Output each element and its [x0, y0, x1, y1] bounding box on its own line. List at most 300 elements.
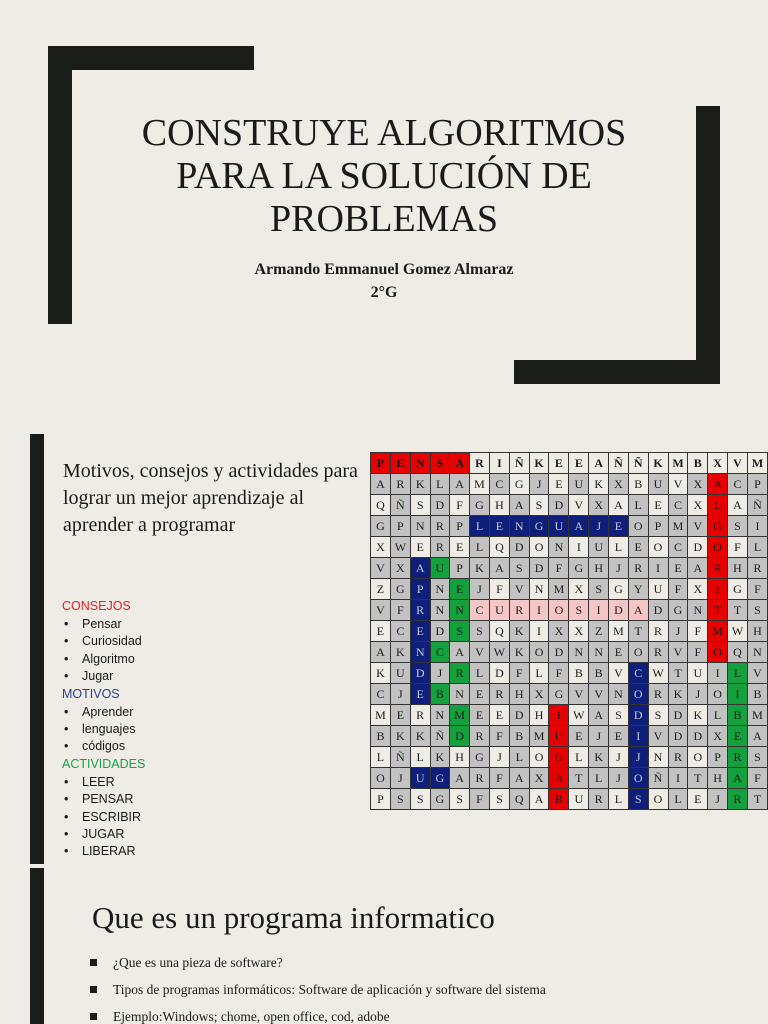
- grid-row: [371, 789, 768, 810]
- grid-cell: K: [509, 642, 529, 663]
- grid-cell: U: [549, 516, 569, 537]
- grid-cell: O: [648, 789, 668, 810]
- grid-cell: J: [430, 663, 450, 684]
- grid-cell: W: [648, 663, 668, 684]
- grid-cell: P: [450, 558, 470, 579]
- grid-cell: L: [708, 705, 728, 726]
- grid-cell: V: [608, 663, 628, 684]
- square-bullet-icon: [90, 959, 97, 966]
- grid-cell: S: [450, 621, 470, 642]
- grid-cell: N: [608, 684, 628, 705]
- grid-cell: M: [668, 453, 688, 474]
- grid-cell: E: [648, 495, 668, 516]
- grid-cell: A: [569, 516, 589, 537]
- grid-cell: N: [450, 684, 470, 705]
- grid-cell: Ñ: [430, 726, 450, 747]
- grid-cell: T: [688, 768, 708, 789]
- grid-cell: D: [668, 705, 688, 726]
- grid-cell: B: [569, 663, 589, 684]
- grid-row: [371, 621, 768, 642]
- grid-cell: L: [430, 474, 450, 495]
- grid-cell: D: [509, 537, 529, 558]
- grid-cell: F: [549, 558, 569, 579]
- grid-row: [371, 684, 768, 705]
- grid-cell: L: [509, 747, 529, 768]
- grid-cell: K: [371, 663, 391, 684]
- grid-cell: S: [529, 495, 549, 516]
- grid-cell: A: [728, 495, 748, 516]
- bullet-text: ¿Que es una pieza de software?: [113, 955, 283, 970]
- grid-cell: D: [529, 558, 549, 579]
- grid-cell: L: [470, 516, 490, 537]
- grid-cell: R: [470, 768, 490, 789]
- frame-top-left-horizontal: [48, 46, 254, 70]
- grid-cell: X: [371, 537, 391, 558]
- grid-cell: A: [747, 726, 767, 747]
- grid-cell: J: [608, 747, 628, 768]
- grid-cell: E: [628, 537, 648, 558]
- grid-row: [371, 768, 768, 789]
- grid-cell: D: [549, 642, 569, 663]
- grid-cell: B: [688, 453, 708, 474]
- grid-cell: S: [489, 789, 509, 810]
- grid-cell: C: [371, 684, 391, 705]
- grid-cell: O: [628, 516, 648, 537]
- grid-cell: C: [728, 474, 748, 495]
- grid-cell: V: [371, 600, 391, 621]
- grid-row: [371, 516, 768, 537]
- grid-row: [371, 747, 768, 768]
- grid-row: [371, 642, 768, 663]
- grid-cell: T: [569, 768, 589, 789]
- grid-cell: T: [628, 621, 648, 642]
- grid-cell: G: [430, 789, 450, 810]
- grid-cell: E: [371, 621, 391, 642]
- grid-cell: S: [628, 789, 648, 810]
- grid-cell: U: [410, 768, 430, 789]
- grid-cell: R: [470, 726, 490, 747]
- frame-bottom-right-horizontal: [514, 360, 720, 384]
- grid-cell: H: [509, 684, 529, 705]
- grid-cell: R: [509, 600, 529, 621]
- grid-cell: E: [410, 684, 430, 705]
- grid-cell: N: [747, 642, 767, 663]
- author-name: Armando Emmanuel Gomez Almaraz: [254, 261, 514, 278]
- word-search-grid: [370, 452, 768, 810]
- grid-cell: J: [608, 558, 628, 579]
- grid-cell: J: [589, 726, 609, 747]
- grid-cell: V: [668, 642, 688, 663]
- grid-cell: F: [509, 663, 529, 684]
- grid-cell: N: [410, 642, 430, 663]
- grid-cell: N: [529, 579, 549, 600]
- accent-vertical-bar: [30, 434, 44, 864]
- grid-cell: X: [390, 558, 410, 579]
- grid-cell: M: [470, 474, 490, 495]
- grid-cell: J: [489, 747, 509, 768]
- grid-cell: P: [450, 516, 470, 537]
- list-item: • ESCRIBIR: [62, 809, 302, 826]
- grid-cell: R: [489, 684, 509, 705]
- grid-cell: S: [589, 579, 609, 600]
- grid-cell: F: [489, 768, 509, 789]
- grid-row: [371, 726, 768, 747]
- grid-cell: G: [708, 516, 728, 537]
- square-bullet-icon: [90, 1013, 97, 1020]
- list-item: • LEER: [62, 774, 302, 791]
- grid-cell: Ñ: [390, 747, 410, 768]
- grid-cell: O: [648, 537, 668, 558]
- grid-cell: Ñ: [747, 495, 767, 516]
- program-definition-slide: [0, 868, 768, 1024]
- grid-cell: B: [628, 474, 648, 495]
- grid-cell: P: [390, 516, 410, 537]
- grid-cell: B: [371, 726, 391, 747]
- grid-cell: Ñ: [628, 453, 648, 474]
- grid-cell: A: [509, 495, 529, 516]
- grid-cell: O: [708, 642, 728, 663]
- grid-cell: S: [747, 747, 767, 768]
- grid-cell: K: [509, 621, 529, 642]
- grid-cell: L: [728, 663, 748, 684]
- grid-cell: A: [708, 474, 728, 495]
- grid-cell: R: [410, 705, 430, 726]
- grid-cell: H: [747, 621, 767, 642]
- list-item: • PENSAR: [62, 791, 302, 808]
- grid-cell: B: [589, 663, 609, 684]
- grid-cell: N: [430, 579, 450, 600]
- grid-cell: T: [728, 600, 748, 621]
- grid-cell: B: [728, 705, 748, 726]
- grid-cell: E: [390, 705, 410, 726]
- grid-cell: R: [668, 747, 688, 768]
- grid-cell: D: [549, 495, 569, 516]
- grid-cell: U: [648, 474, 668, 495]
- grid-cell: J: [688, 684, 708, 705]
- section-list: [62, 774, 302, 861]
- grid-cell: K: [390, 642, 410, 663]
- grid-cell: D: [509, 705, 529, 726]
- list-item: • Aprender: [62, 704, 302, 721]
- grid-cell: F: [668, 579, 688, 600]
- grid-cell: O: [371, 768, 391, 789]
- grid-cell: P: [747, 474, 767, 495]
- grid-cell: H: [708, 768, 728, 789]
- grid-cell: T: [708, 600, 728, 621]
- frame-top-left-vertical: [48, 46, 72, 324]
- grid-cell: J: [470, 579, 490, 600]
- grid-cell: R: [728, 747, 748, 768]
- section-list: [62, 704, 302, 756]
- grid-cell: U: [430, 558, 450, 579]
- grid-cell: X: [589, 495, 609, 516]
- grid-cell: V: [589, 684, 609, 705]
- grid-cell: S: [450, 789, 470, 810]
- grid-cell: K: [589, 474, 609, 495]
- grid-cell: A: [450, 453, 470, 474]
- grid-cell: G: [608, 579, 628, 600]
- grid-cell: O: [529, 642, 549, 663]
- grid-row: [371, 537, 768, 558]
- grid-cell: Q: [509, 789, 529, 810]
- grid-cell: X: [529, 768, 549, 789]
- grid-row: [371, 495, 768, 516]
- grid-cell: D: [489, 663, 509, 684]
- title-slide: [0, 0, 768, 420]
- group-label: 2°G: [370, 284, 398, 301]
- grid-cell: O: [628, 684, 648, 705]
- grid-cell: O: [708, 684, 728, 705]
- grid-cell: E: [549, 474, 569, 495]
- grid-cell: X: [529, 684, 549, 705]
- grid-cell: A: [489, 558, 509, 579]
- square-bullet-icon: [90, 986, 97, 993]
- grid-cell: K: [410, 726, 430, 747]
- list-item: • Algoritmo: [62, 651, 302, 668]
- slide-title: Que es un programa informatico: [92, 900, 495, 935]
- grid-cell: I: [589, 600, 609, 621]
- grid-cell: W: [728, 621, 748, 642]
- grid-cell: U: [569, 474, 589, 495]
- grid-cell: R: [549, 789, 569, 810]
- grid-cell: Ñ: [509, 453, 529, 474]
- grid-cell: I: [628, 726, 648, 747]
- grid-cell: F: [489, 726, 509, 747]
- grid-cell: A: [509, 768, 529, 789]
- grid-cell: V: [668, 474, 688, 495]
- grid-cell: R: [728, 789, 748, 810]
- grid-row: [371, 663, 768, 684]
- grid-cell: M: [608, 621, 628, 642]
- grid-cell: E: [489, 516, 509, 537]
- grid-cell: I: [648, 558, 668, 579]
- grid-cell: Ñ: [648, 768, 668, 789]
- grid-cell: C: [489, 474, 509, 495]
- grid-cell: O: [708, 537, 728, 558]
- grid-cell: E: [608, 516, 628, 537]
- grid-row: [371, 558, 768, 579]
- grid-cell: M: [668, 516, 688, 537]
- grid-cell: H: [728, 558, 748, 579]
- grid-cell: D: [430, 495, 450, 516]
- grid-cell: Y: [628, 579, 648, 600]
- grid-cell: U: [688, 663, 708, 684]
- grid-cell: N: [569, 642, 589, 663]
- grid-cell: V: [688, 516, 708, 537]
- grid-cell: A: [371, 474, 391, 495]
- grid-cell: F: [728, 537, 748, 558]
- grid-cell: J: [608, 768, 628, 789]
- grid-cell: X: [688, 495, 708, 516]
- grid-cell: E: [390, 453, 410, 474]
- grid-cell: Z: [589, 621, 609, 642]
- grid-cell: D: [450, 726, 470, 747]
- grid-row: [371, 579, 768, 600]
- grid-cell: E: [569, 453, 589, 474]
- list-item: • Jugar: [62, 668, 302, 685]
- grid-cell: V: [509, 579, 529, 600]
- grid-cell: H: [589, 558, 609, 579]
- grid-row: [371, 705, 768, 726]
- grid-cell: V: [470, 642, 490, 663]
- grid-cell: P: [410, 579, 430, 600]
- grid-cell: Q: [489, 537, 509, 558]
- bullet-item: [90, 1008, 730, 1024]
- grid-cell: G: [668, 600, 688, 621]
- grid-cell: K: [410, 474, 430, 495]
- grid-cell: T: [668, 663, 688, 684]
- grid-cell: E: [688, 789, 708, 810]
- grid-row: [371, 474, 768, 495]
- grid-cell: B: [509, 726, 529, 747]
- grid-cell: V: [728, 453, 748, 474]
- grid-cell: H: [529, 705, 549, 726]
- grid-cell: X: [569, 579, 589, 600]
- grid-cell: X: [688, 579, 708, 600]
- grid-cell: N: [450, 600, 470, 621]
- grid-cell: M: [747, 705, 767, 726]
- grid-cell: L: [608, 537, 628, 558]
- grid-cell: I: [569, 537, 589, 558]
- grid-cell: E: [470, 684, 490, 705]
- grid-cell: Q: [371, 495, 391, 516]
- grid-cell: Ñ: [608, 453, 628, 474]
- grid-cell: K: [470, 558, 490, 579]
- grid-cell: E: [608, 642, 628, 663]
- grid-cell: N: [430, 705, 450, 726]
- grid-cell: D: [410, 663, 430, 684]
- grid-cell: G: [549, 684, 569, 705]
- grid-cell: X: [688, 474, 708, 495]
- grid-cell: E: [410, 537, 430, 558]
- grid-cell: C: [668, 495, 688, 516]
- grid-cell: D: [648, 600, 668, 621]
- grid-cell: G: [529, 516, 549, 537]
- grid-cell: B: [430, 684, 450, 705]
- grid-cell: Z: [371, 579, 391, 600]
- grid-cell: A: [371, 642, 391, 663]
- grid-cell: S: [747, 600, 767, 621]
- grid-cell: E: [410, 621, 430, 642]
- grid-cell: I: [708, 663, 728, 684]
- grid-cell: A: [450, 474, 470, 495]
- bullet-item: [90, 981, 730, 999]
- grid-cell: N: [410, 516, 430, 537]
- grid-cell: D: [688, 537, 708, 558]
- grid-cell: L: [410, 747, 430, 768]
- grid-cell: L: [708, 495, 728, 516]
- grid-cell: C: [628, 663, 648, 684]
- grid-cell: S: [390, 789, 410, 810]
- grid-cell: G: [569, 558, 589, 579]
- grid-cell: O: [529, 747, 549, 768]
- grid-cell: P: [708, 747, 728, 768]
- grid-cell: I: [529, 600, 549, 621]
- grid-cell: I: [747, 516, 767, 537]
- grid-cell: F: [688, 621, 708, 642]
- grid-cell: U: [569, 789, 589, 810]
- grid-cell: S: [430, 453, 450, 474]
- grid-cell: I: [668, 768, 688, 789]
- section-title: MOTIVOS: [62, 686, 120, 701]
- grid-cell: A: [628, 600, 648, 621]
- grid-cell: J: [708, 789, 728, 810]
- grid-cell: S: [410, 789, 430, 810]
- grid-cell: O: [628, 768, 648, 789]
- grid-cell: D: [688, 726, 708, 747]
- topic-lists: [62, 598, 302, 861]
- grid-cell: N: [589, 642, 609, 663]
- grid-cell: J: [529, 474, 549, 495]
- grid-cell: L: [668, 789, 688, 810]
- grid-cell: L: [371, 747, 391, 768]
- grid-cell: R: [410, 600, 430, 621]
- grid-cell: R: [648, 621, 668, 642]
- section-title: CONSEJOS: [62, 599, 131, 613]
- bullet-text: Tipos de programas informáticos: Software de aplicación y software del sistema: [113, 982, 546, 997]
- grid-cell: E: [470, 705, 490, 726]
- grid-cell: F: [450, 495, 470, 516]
- grid-cell: N: [549, 537, 569, 558]
- grid-cell: L: [529, 663, 549, 684]
- grid-cell: V: [569, 495, 589, 516]
- grid-cell: G: [470, 495, 490, 516]
- grid-cell: D: [430, 621, 450, 642]
- grid-cell: C: [390, 621, 410, 642]
- grid-cell: G: [430, 768, 450, 789]
- grid-cell: S: [648, 705, 668, 726]
- grid-cell: R: [589, 789, 609, 810]
- grid-cell: E: [549, 453, 569, 474]
- grid-cell: N: [430, 600, 450, 621]
- grid-cell: A: [608, 495, 628, 516]
- grid-cell: R: [390, 474, 410, 495]
- section-list: [62, 616, 302, 686]
- grid-cell: A: [529, 789, 549, 810]
- grid-cell: L: [628, 495, 648, 516]
- grid-cell: L: [589, 768, 609, 789]
- grid-cell: Q: [489, 621, 509, 642]
- grid-cell: K: [430, 747, 450, 768]
- grid-cell: K: [668, 684, 688, 705]
- accent-vertical-bar: [30, 868, 44, 1024]
- grid-cell: E: [668, 558, 688, 579]
- grid-cell: W: [489, 642, 509, 663]
- grid-cell: O: [529, 537, 549, 558]
- grid-cell: R: [648, 684, 668, 705]
- grid-cell: H: [489, 495, 509, 516]
- grid-cell: V: [648, 726, 668, 747]
- grid-cell: R: [430, 516, 450, 537]
- grid-cell: L: [608, 789, 628, 810]
- grid-cell: I: [529, 621, 549, 642]
- grid-cell: S: [569, 600, 589, 621]
- grid-cell: E: [728, 726, 748, 747]
- word-search-slide: [0, 420, 768, 868]
- grid-cell: I: [708, 579, 728, 600]
- grid-cell: R: [430, 537, 450, 558]
- grid-cell: F: [489, 579, 509, 600]
- grid-cell: U: [489, 600, 509, 621]
- grid-cell: M: [450, 705, 470, 726]
- grid-cell: S: [509, 558, 529, 579]
- grid-cell: A: [589, 453, 609, 474]
- grid-cell: R: [648, 642, 668, 663]
- grid-cell: C: [470, 600, 490, 621]
- slide-heading: Motivos, consejos y actividades para lograr un mejor aprendizaje al aprender a programar: [63, 460, 358, 536]
- grid-cell: H: [450, 747, 470, 768]
- grid-cell: W: [569, 705, 589, 726]
